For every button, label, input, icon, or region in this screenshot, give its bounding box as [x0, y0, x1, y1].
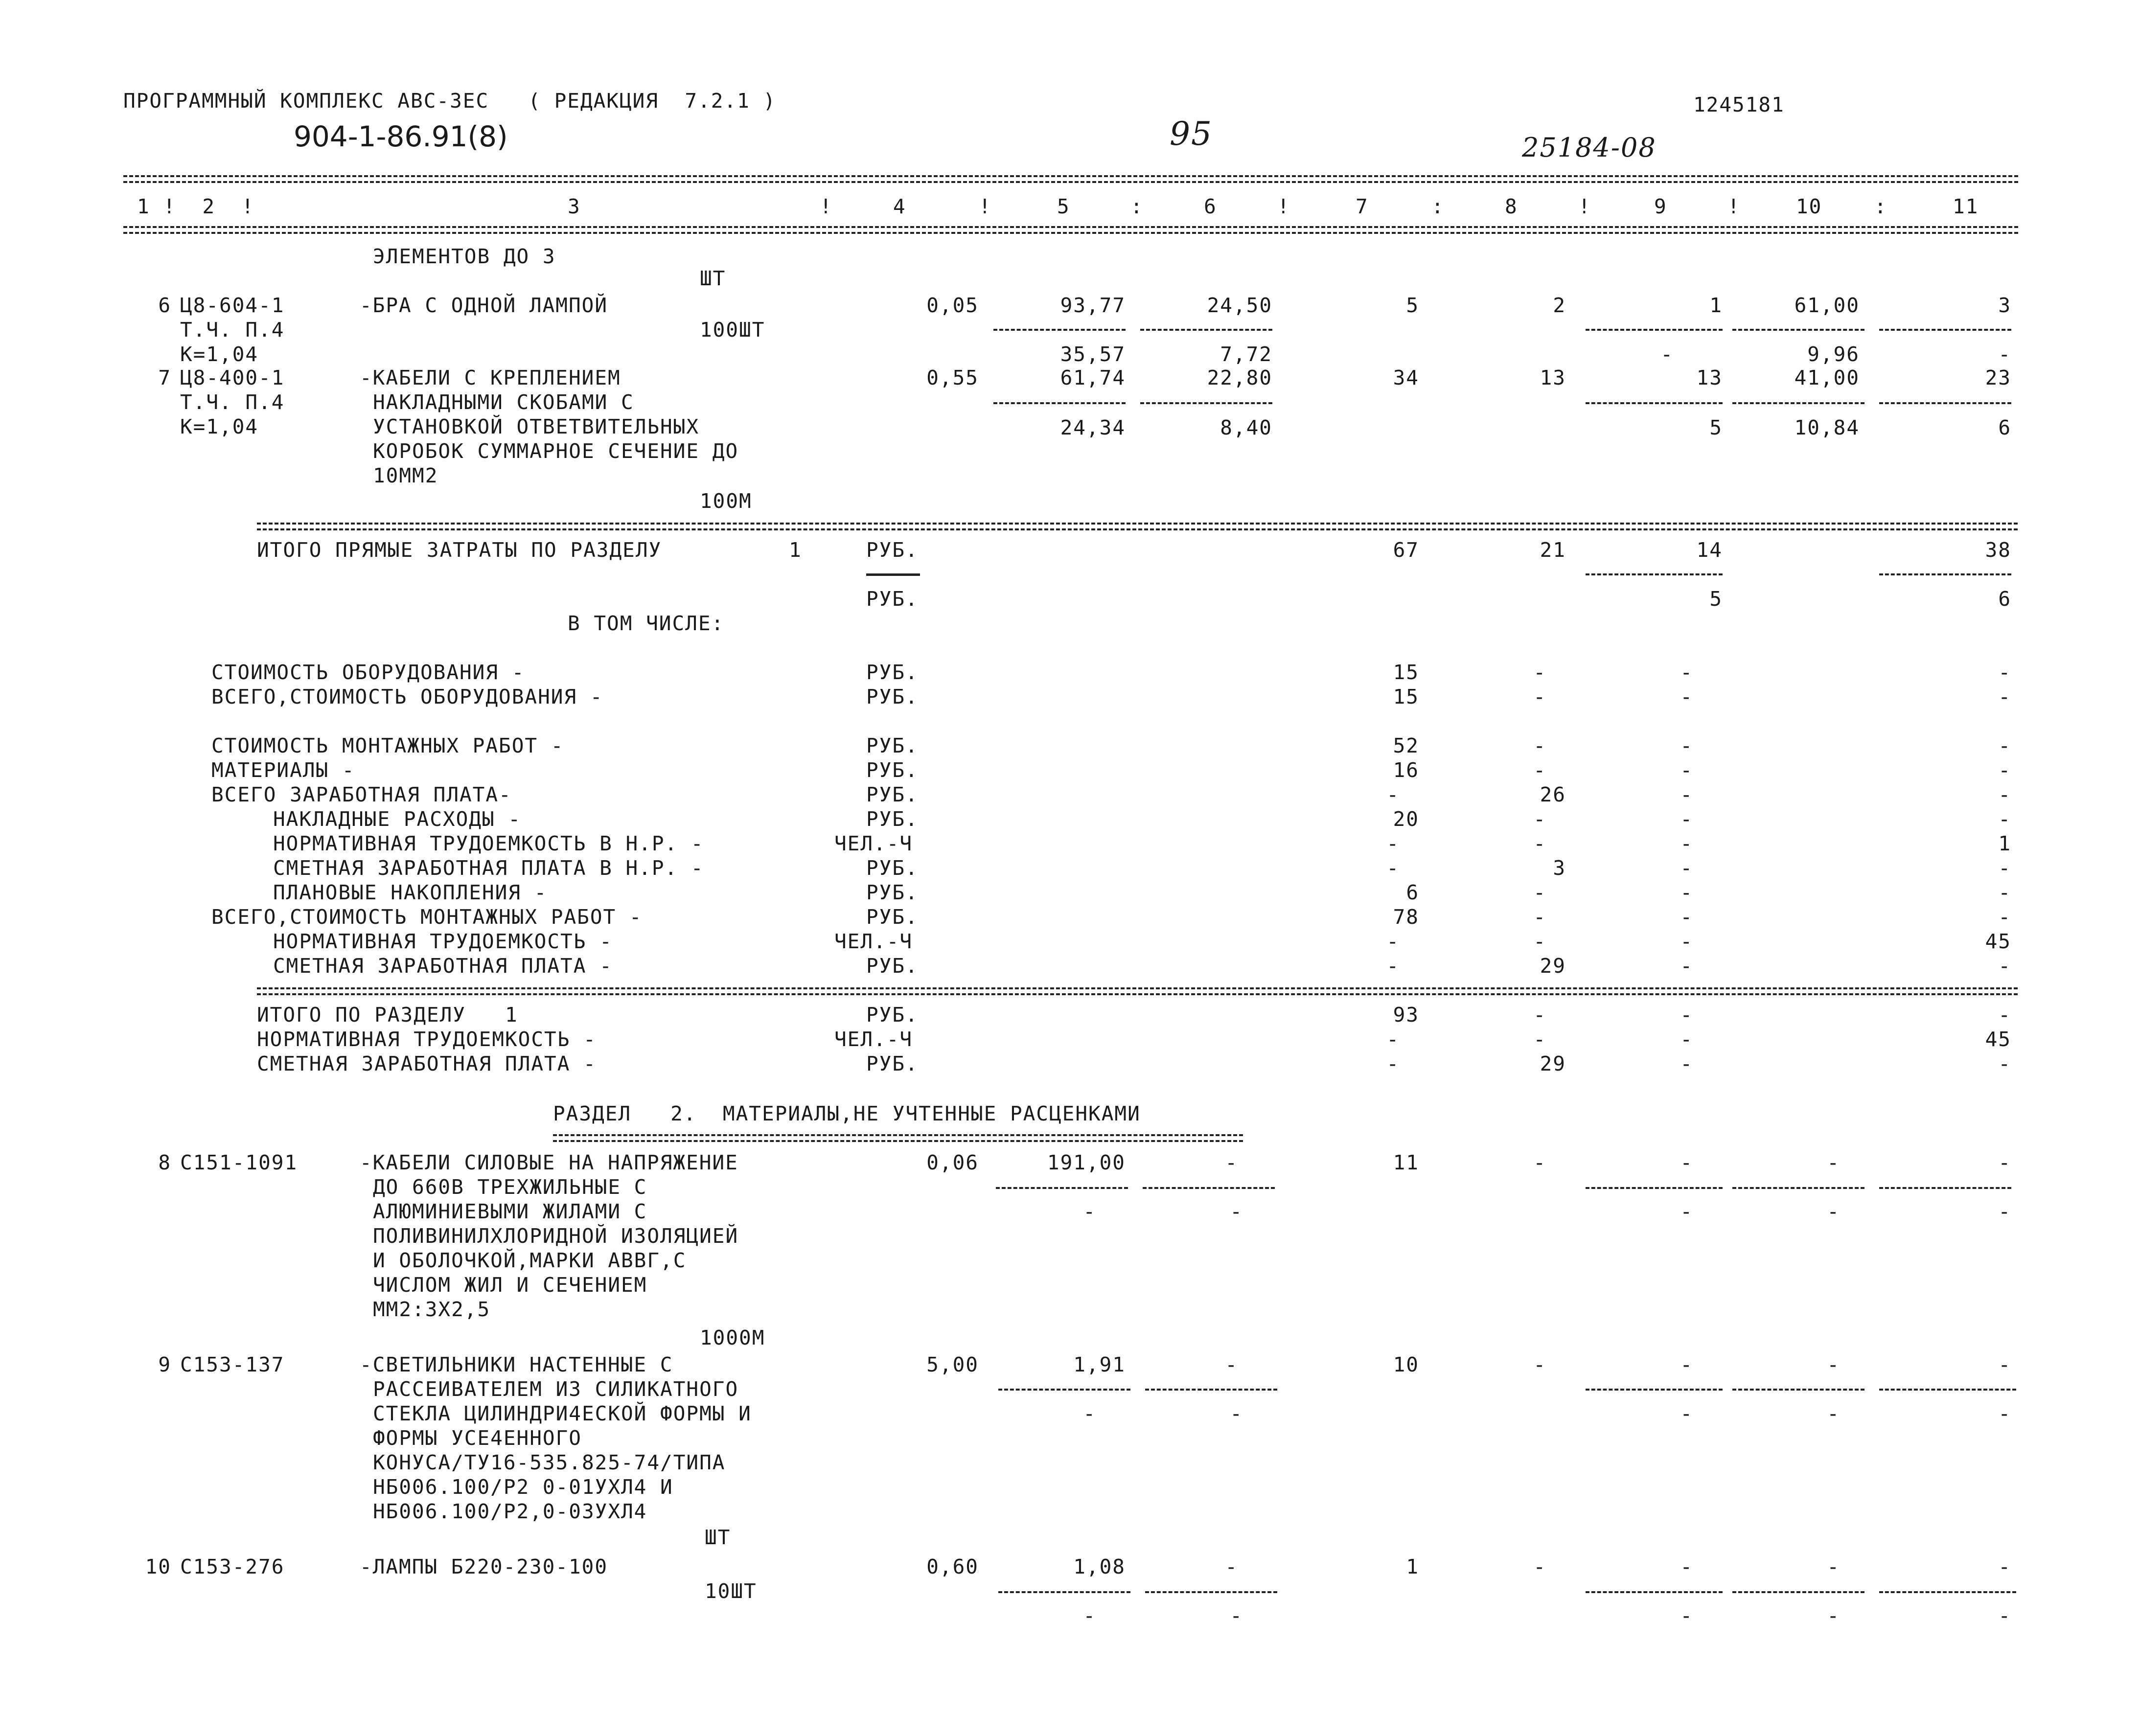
breakdown-c8: - — [1533, 881, 1546, 904]
fraction-rule — [1586, 1389, 1723, 1391]
labor-total-machine: 6 — [1998, 416, 2011, 439]
breakdown-unit: РУБ. — [866, 807, 919, 831]
breakdown-c8: - — [1533, 930, 1546, 953]
section-total-c8: - — [1533, 1003, 1546, 1027]
breakdown-c8: - — [1533, 905, 1546, 929]
unit-wage: 22,80 — [1207, 366, 1272, 389]
machine-wage: - — [1680, 1402, 1693, 1425]
fraction-rule — [996, 1187, 1128, 1189]
unit-wage: - — [1225, 1555, 1238, 1578]
breakdown-c7: 15 — [1393, 685, 1419, 708]
labor-unit-machine: - — [1827, 1402, 1840, 1425]
unit-underline — [866, 573, 920, 576]
price-coefficient: К=1,04 — [180, 415, 259, 438]
price-code: С151-1091 — [180, 1151, 298, 1174]
section-total-c7: 93 — [1393, 1003, 1419, 1027]
section-total-label: ИТОГО ПО РАЗДЕЛУ 1 — [257, 1003, 518, 1027]
breakdown-unit: РУБ. — [866, 734, 919, 757]
subtotal-total-cost: 67 — [1393, 538, 1419, 562]
breakdown-c8: 26 — [1540, 783, 1566, 806]
price-code-note: Т.Ч. П.4 — [180, 390, 285, 414]
project-code: 904-1-86.91(8) — [294, 120, 508, 153]
unit-wage: 24,50 — [1207, 294, 1272, 317]
machine-wage: - — [1680, 1200, 1693, 1223]
row-number: 10 — [145, 1555, 171, 1578]
breakdown-c7: - — [1386, 832, 1400, 855]
fraction-rule — [1143, 1187, 1275, 1189]
item-unit: 100М — [700, 489, 752, 513]
col-4: 4 — [893, 195, 906, 218]
breakdown-label: СМЕТНАЯ ЗАРАБОТНАЯ ПЛАТА В Н.Р. - — [273, 856, 704, 880]
item-text: НАКЛАДНЫМИ СКОБАМИ С — [373, 390, 634, 414]
breakdown-c8: - — [1533, 661, 1546, 684]
labor-unit-machine: 10,84 — [1794, 416, 1860, 439]
item-text: УСТАНОВКОЙ ОТВЕТВИТЕЛЬНЫХ — [373, 415, 700, 438]
fraction-rule — [1879, 329, 2011, 331]
labor-total-machine: - — [1998, 1604, 2011, 1627]
col-sep: ! — [1277, 195, 1290, 218]
labor-unit-machine: - — [1827, 1604, 1840, 1627]
unit-cost: 93,77 — [1060, 294, 1126, 317]
breakdown-c7: 6 — [1406, 881, 1419, 904]
subtotal-machine-cost: 14 — [1696, 538, 1723, 562]
breakdown-c7: - — [1386, 930, 1400, 953]
quantity: 5,00 — [926, 1353, 979, 1376]
unit-wage-machine: 7,72 — [1220, 343, 1272, 366]
item-unit: ШТ — [705, 1526, 731, 1549]
breakdown-c7: 16 — [1393, 758, 1419, 782]
machine-cost: 13 — [1696, 366, 1723, 389]
row-number: 7 — [158, 366, 171, 389]
reference-number: 25184-08 — [1522, 132, 1657, 163]
col-1-2: 1 ! 2 ! — [137, 195, 255, 218]
section-total-c9: - — [1680, 1003, 1693, 1027]
labor-unit: - — [1827, 1151, 1840, 1174]
total-wage: 13 — [1540, 366, 1566, 389]
labor-unit-machine: - — [1827, 1200, 1840, 1223]
quantity: 0,05 — [926, 294, 979, 317]
unit-cost-machine: - — [1083, 1200, 1096, 1223]
unit-wage-machine: - — [1230, 1604, 1243, 1627]
header-top-rule — [123, 175, 2018, 183]
price-code: С153-276 — [180, 1555, 285, 1578]
subtotal-labor-machine: 6 — [1998, 587, 2011, 611]
breakdown-label: СТОИМОСТЬ ОБОРУДОВАНИЯ - — [211, 661, 525, 684]
machine-wage: - — [1680, 1604, 1693, 1627]
price-coefficient: К=1,04 — [180, 343, 259, 366]
fraction-rule — [1732, 1187, 1864, 1189]
breakdown-unit: РУБ. — [866, 758, 919, 782]
item-text: -КАБЕЛИ СИЛОВЫЕ НА НАПРЯЖЕНИЕ — [360, 1151, 738, 1174]
breakdown-c9: - — [1680, 856, 1693, 880]
document-number: 1245181 — [1693, 93, 1785, 116]
breakdown-label: ВСЕГО,СТОИМОСТЬ МОНТАЖНЫХ РАБОТ - — [211, 905, 643, 929]
fraction-rule — [1140, 402, 1272, 404]
unit-wage: - — [1225, 1353, 1238, 1376]
unit-cost: 191,00 — [1047, 1151, 1126, 1174]
row-number: 9 — [158, 1353, 171, 1376]
item-text: -КАБЕЛИ С КРЕПЛЕНИЕМ — [360, 366, 621, 389]
fraction-rule — [1586, 402, 1723, 404]
unit-wage: - — [1225, 1151, 1238, 1174]
section-total-unit: ЧЕЛ.-Ч — [834, 1028, 913, 1051]
total-cost: 34 — [1393, 366, 1419, 389]
breakdown-c11: - — [1998, 905, 2011, 929]
item-text: АЛЮМИНИЕВЫМИ ЖИЛАМИ С — [373, 1200, 647, 1223]
col-11: 11 — [1953, 195, 1979, 218]
item-text: ММ2:3Х2,5 — [373, 1298, 491, 1321]
fraction-rule — [1879, 1591, 2016, 1593]
breakdown-c9: - — [1680, 930, 1693, 953]
labor-unit: - — [1827, 1353, 1840, 1376]
total-cost: 10 — [1393, 1353, 1419, 1376]
quantity: 0,06 — [926, 1151, 979, 1174]
breakdown-c9: - — [1680, 685, 1693, 708]
item-text: ПОЛИВИНИЛХЛОРИДНОЙ ИЗОЛЯЦИЕЙ — [373, 1224, 739, 1248]
breakdown-c9: - — [1680, 807, 1693, 831]
subtotal-unit: РУБ. — [866, 538, 919, 562]
section-total-unit: РУБ. — [866, 1003, 919, 1027]
total-wage: 2 — [1553, 294, 1566, 317]
section-total-c9: - — [1680, 1028, 1693, 1051]
subtotal-labor: 38 — [1985, 538, 2011, 562]
price-code: Ц8-604-1 — [180, 294, 285, 317]
machine-cost: - — [1680, 1353, 1693, 1376]
col-8: 8 — [1505, 195, 1518, 218]
breakdown-label: НАКЛАДНЫЕ РАСХОДЫ - — [273, 807, 521, 831]
row-number: 6 — [158, 294, 171, 317]
breakdown-c11: - — [1998, 758, 2011, 782]
fraction-rule — [1879, 402, 2011, 404]
item-text: КОРОБОК СУММАРНОЕ СЕЧЕНИЕ ДО — [373, 439, 739, 463]
section-total-c11: - — [1998, 1052, 2011, 1075]
fraction-rule — [1879, 1187, 2011, 1189]
including-label: В ТОМ ЧИСЛЕ: — [568, 612, 725, 635]
breakdown-c7: - — [1386, 783, 1400, 806]
header-bottom-rule — [123, 226, 2018, 234]
breakdown-c7: 20 — [1393, 807, 1419, 831]
fraction-rule — [1586, 573, 1723, 575]
subtotal-machine-wage: 5 — [1709, 587, 1723, 611]
breakdown-c9: - — [1680, 954, 1693, 978]
breakdown-c11: - — [1998, 661, 2011, 684]
breakdown-label: СТОИМОСТЬ МОНТАЖНЫХ РАБОТ - — [211, 734, 564, 757]
total-wage: - — [1533, 1353, 1546, 1376]
price-code: С153-137 — [180, 1353, 285, 1376]
breakdown-unit: РУБ. — [866, 661, 919, 684]
section-total-rule — [257, 987, 2018, 995]
col-sep: ! — [820, 195, 833, 218]
unit-cost-machine: 24,34 — [1060, 416, 1126, 439]
fraction-rule — [993, 402, 1126, 404]
labor-total: 3 — [1998, 294, 2011, 317]
subtotal-section: 1 — [789, 538, 802, 562]
row-number: 8 — [158, 1151, 171, 1174]
section-total-c7: - — [1386, 1052, 1400, 1075]
page-number: 95 — [1170, 115, 1213, 153]
item-text: СТЕКЛА ЦИЛИНДРИ4ЕСКОЙ ФОРМЫ И — [373, 1402, 752, 1425]
breakdown-label: СМЕТНАЯ ЗАРАБОТНАЯ ПЛАТА - — [273, 954, 613, 978]
breakdown-c9: - — [1680, 881, 1693, 904]
unit-cost-machine: - — [1083, 1402, 1096, 1425]
breakdown-label: ВСЕГО ЗАРАБОТНАЯ ПЛАТА- — [211, 783, 512, 806]
quantity: 0,55 — [926, 366, 979, 389]
machine-cost: - — [1680, 1151, 1693, 1174]
breakdown-unit: РУБ. — [866, 881, 919, 904]
section-total-label: СМЕТНАЯ ЗАРАБОТНАЯ ПЛАТА - — [257, 1052, 597, 1075]
machine-cost: - — [1680, 1555, 1693, 1578]
fraction-rule — [1140, 329, 1272, 331]
unit-cost: 1,08 — [1073, 1555, 1126, 1578]
breakdown-c8: - — [1533, 685, 1546, 708]
breakdown-c11: - — [1998, 954, 2011, 978]
price-code-note: Т.Ч. П.4 — [180, 318, 285, 342]
col-sep: : — [1431, 195, 1445, 218]
unit-wage-machine: - — [1230, 1200, 1243, 1223]
unit-cost: 61,74 — [1060, 366, 1126, 389]
breakdown-unit: ЧЕЛ.-Ч — [834, 832, 913, 855]
breakdown-c7: 78 — [1393, 905, 1419, 929]
breakdown-c7: - — [1386, 856, 1400, 880]
breakdown-unit: РУБ. — [866, 954, 919, 978]
item-text: И ОБОЛОЧКОЙ,МАРКИ АВВГ,С — [373, 1249, 687, 1272]
labor-unit: - — [1827, 1555, 1840, 1578]
item-unit: 100ШТ — [700, 318, 765, 342]
breakdown-c7: 15 — [1393, 661, 1419, 684]
unit-cost-machine: - — [1083, 1604, 1096, 1627]
col-6: 6 — [1204, 195, 1217, 218]
breakdown-label: ПЛАНОВЫЕ НАКОПЛЕНИЯ - — [273, 881, 548, 904]
fraction-rule — [1586, 1187, 1723, 1189]
breakdown-c11: - — [1998, 685, 2011, 708]
section-title: РАЗДЕЛ 2. МАТЕРИАЛЫ,НЕ УЧТЕННЫЕ РАСЦЕНКАМИ — [553, 1102, 1141, 1125]
breakdown-c8: 3 — [1553, 856, 1566, 880]
fraction-rule — [1879, 1389, 2016, 1391]
labor-total: - — [1998, 1151, 2011, 1174]
machine-cost: 1 — [1709, 294, 1723, 317]
section-total-c8: 29 — [1540, 1052, 1566, 1075]
breakdown-c11: 1 — [1998, 832, 2011, 855]
item-text: НБ006.100/Р2,0-03УХЛ4 — [373, 1500, 647, 1523]
col-sep: : — [1874, 195, 1887, 218]
breakdown-c9: - — [1680, 905, 1693, 929]
labor-total: - — [1998, 1555, 2011, 1578]
breakdown-c11: - — [1998, 856, 2011, 880]
item-unit: 1000М — [700, 1326, 765, 1349]
breakdown-unit: РУБ. — [866, 783, 919, 806]
item-text: ДО 660В ТРЕХЖИЛЬНЫЕ С — [373, 1175, 647, 1199]
fraction-rule — [998, 1591, 1130, 1593]
col-7: 7 — [1356, 195, 1369, 218]
labor-total-machine: - — [1998, 1200, 2011, 1223]
breakdown-c7: - — [1386, 954, 1400, 978]
item-text: -СВЕТИЛЬНИКИ НАСТЕННЫЕ С — [360, 1353, 673, 1376]
fraction-rule — [1732, 402, 1864, 404]
breakdown-label: ВСЕГО,СТОИМОСТЬ ОБОРУДОВАНИЯ - — [211, 685, 603, 708]
col-3: 3 — [568, 195, 581, 218]
breakdown-c9: - — [1680, 832, 1693, 855]
breakdown-c11: - — [1998, 807, 2011, 831]
col-sep: ! — [979, 195, 992, 218]
breakdown-c8: - — [1533, 807, 1546, 831]
fraction-rule — [1732, 1389, 1864, 1391]
unit-cost-machine: 35,57 — [1060, 343, 1126, 366]
labor-total: - — [1998, 1353, 2011, 1376]
breakdown-label: НОРМАТИВНАЯ ТРУДОЕМКОСТЬ В Н.Р. - — [273, 832, 704, 855]
item-text: РАССЕИВАТЕЛЕМ ИЗ СИЛИКАТНОГО — [373, 1377, 739, 1401]
col-10: 10 — [1796, 195, 1822, 218]
subtotal-total-wage: 21 — [1540, 538, 1566, 562]
total-wage: - — [1533, 1151, 1546, 1174]
breakdown-unit: ЧЕЛ.-Ч — [834, 930, 913, 953]
fraction-rule — [1732, 1591, 1864, 1593]
item-text: -ЛАМПЫ Б220-230-100 — [360, 1555, 608, 1578]
breakdown-c9: - — [1680, 734, 1693, 757]
breakdown-c11: - — [1998, 881, 2011, 904]
breakdown-c7: 52 — [1393, 734, 1419, 757]
breakdown-c8: - — [1533, 758, 1546, 782]
fraction-rule — [1145, 1389, 1277, 1391]
quantity: 0,60 — [926, 1555, 979, 1578]
price-code: Ц8-400-1 — [180, 366, 285, 389]
breakdown-label: МАТЕРИАЛЫ - — [211, 758, 355, 782]
breakdown-c9: - — [1680, 661, 1693, 684]
unit-cost: 1,91 — [1073, 1353, 1126, 1376]
labor-total-machine: - — [1998, 343, 2011, 366]
item-text: ЭЛЕМЕНТОВ ДО 3 — [373, 245, 556, 268]
col-sep: : — [1130, 195, 1144, 218]
total-cost: 5 — [1406, 294, 1419, 317]
program-title: ПРОГРАММНЫЙ КОМПЛЕКС АВС-3ЕС ( РЕДАКЦИЯ 7.2.1 ) — [123, 89, 777, 113]
breakdown-unit: РУБ. — [866, 905, 919, 929]
col-5: 5 — [1057, 195, 1070, 218]
breakdown-label: НОРМАТИВНАЯ ТРУДОЕМКОСТЬ - — [273, 930, 613, 953]
machine-wage: 5 — [1709, 416, 1723, 439]
fraction-rule — [1586, 329, 1723, 331]
item-text: НБ006.100/Р2 0-01УХЛ4 И — [373, 1475, 673, 1499]
section-title-underline — [553, 1134, 1243, 1142]
subtotal-unit: РУБ. — [866, 587, 919, 611]
fraction-rule — [1145, 1591, 1277, 1593]
fraction-rule — [1879, 573, 2011, 575]
item-unit: ШТ — [700, 267, 726, 290]
item-text: КОНУСА/ТУ16-535.825-74/ТИПА — [373, 1451, 726, 1474]
labor-unit-machine: 9,96 — [1807, 343, 1860, 366]
total-wage: - — [1533, 1555, 1546, 1578]
total-cost: 1 — [1406, 1555, 1419, 1578]
breakdown-unit: РУБ. — [866, 685, 919, 708]
fraction-rule — [998, 1389, 1130, 1391]
labor-unit: 61,00 — [1794, 294, 1860, 317]
labor-total-machine: - — [1998, 1402, 2011, 1425]
col-sep: ! — [1578, 195, 1591, 218]
breakdown-c8: - — [1533, 832, 1546, 855]
section-total-c11: 45 — [1985, 1028, 2011, 1051]
section-total-c11: - — [1998, 1003, 2011, 1027]
breakdown-c8: - — [1533, 734, 1546, 757]
section-total-c8: - — [1533, 1028, 1546, 1051]
unit-wage-machine: 8,40 — [1220, 416, 1272, 439]
breakdown-unit: РУБ. — [866, 856, 919, 880]
breakdown-c11: 45 — [1985, 930, 2011, 953]
breakdown-c11: - — [1998, 783, 2011, 806]
section-total-unit: РУБ. — [866, 1052, 919, 1075]
labor-total: 23 — [1985, 366, 2011, 389]
breakdown-c11: - — [1998, 734, 2011, 757]
subtotal-label: ИТОГО ПРЯМЫЕ ЗАТРАТЫ ПО РАЗДЕЛУ — [257, 538, 662, 562]
item-text: ФОРМЫ УСЕ4ЕННОГО — [373, 1426, 582, 1450]
section-total-c9: - — [1680, 1052, 1693, 1075]
total-cost: 11 — [1393, 1151, 1419, 1174]
item-text: 10ММ2 — [373, 464, 438, 487]
breakdown-c9: - — [1680, 783, 1693, 806]
breakdown-c9: - — [1680, 758, 1693, 782]
col-9: 9 — [1654, 195, 1667, 218]
unit-wage-machine: - — [1230, 1402, 1243, 1425]
fraction-rule — [1732, 329, 1864, 331]
breakdown-c8: 29 — [1540, 954, 1566, 978]
subtotal-rule — [257, 523, 2018, 530]
item-text: ЧИСЛОМ ЖИЛ И СЕЧЕНИЕМ — [373, 1273, 647, 1297]
item-unit: 10ШТ — [705, 1579, 757, 1603]
col-sep: ! — [1727, 195, 1741, 218]
fraction-rule — [1586, 1591, 1723, 1593]
item-text: -БРА С ОДНОЙ ЛАМПОЙ — [360, 294, 608, 317]
section-total-c7: - — [1386, 1028, 1400, 1051]
fraction-rule — [993, 329, 1126, 331]
section-total-label: НОРМАТИВНАЯ ТРУДОЕМКОСТЬ - — [257, 1028, 597, 1051]
labor-unit: 41,00 — [1794, 366, 1860, 389]
machine-wage: - — [1660, 343, 1674, 366]
